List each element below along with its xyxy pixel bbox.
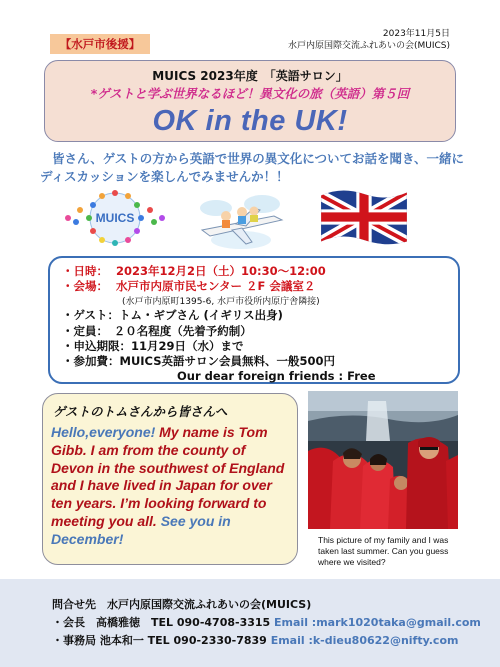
capacity-row: ・定員： ２０名程度（先着予約制）: [62, 324, 252, 338]
chair-contact: ・会長 高橋雅徳 TEL 090-4708-3315: [52, 616, 271, 629]
airplane-travel-illustration: [196, 186, 286, 254]
date-row: [62, 264, 326, 278]
sponsor-badge: 【水戸市後援】: [50, 34, 150, 54]
event-series-title: MUICS 2023年度 「英語サロン」: [152, 69, 348, 83]
intro-text: 皆さん、ゲストの方から英語で世界の異文化についてお話を聞き、一緒にディスカッションを楽しんでみませんか！！: [40, 151, 465, 184]
chair-email-link[interactable]: Email :mark1020taka@gmail.com: [274, 616, 481, 629]
venue-address: (水戸市内原町1395-6, 水戸市役所内原庁舎隣接): [122, 297, 320, 307]
guest-message-box: [42, 393, 298, 565]
contact-footer: [0, 579, 500, 667]
venue-label: ・会場：: [62, 279, 108, 293]
event-main-title: OK in the UK!: [152, 105, 348, 137]
deadline-row: ・申込期限：11月29日（水）まで: [62, 339, 244, 353]
title-box: [44, 60, 456, 142]
date-value: 2023年12月2日（土）10:30～12:00: [116, 264, 326, 278]
photo-caption: This picture of my family and I was taken last summer. Can you guess where we visited?: [318, 535, 449, 567]
event-details-box: [48, 256, 460, 384]
office-contact: ・事務局 池本和一 TEL 090-2330-7839: [52, 634, 267, 647]
guest-closing: See you in December!: [51, 512, 231, 547]
guest-message-title: ゲストのトムさんから皆さんへ: [53, 404, 228, 419]
guest-message-text: [51, 424, 291, 549]
office-contact-row: [52, 634, 458, 647]
fee-row: ・参加費：MUICS英語サロン会員無料、一般500円: [62, 354, 335, 368]
family-photo: [308, 391, 458, 529]
venue-row: [62, 279, 315, 293]
venue-value: 水戸市内原市民センター ２F 会議室２: [116, 279, 316, 293]
guest-message-body: My name is Tom Gibb. I am from the county of Devon in the southwest of England and I have lived in Japan for over ten years. I’m looking forward to meeting you all.: [51, 424, 285, 529]
union-jack-flag: [318, 186, 410, 248]
office-email-link[interactable]: Email :k-dieu80622@nifty.com: [270, 634, 459, 647]
contact-label: 問合せ先 水戸内原国際交流ふれあいの会(MUICS): [52, 598, 312, 611]
date-label: ・日時：: [62, 264, 108, 278]
muics-logo-text: MUICS: [95, 211, 135, 225]
event-subtitle: *ゲストと学ぶ世界なるほど！異文化の旅（英語）第５回: [90, 86, 410, 101]
guest-row: ・ゲスト：トム・ギブさん (イギリス出身): [62, 308, 283, 322]
chair-contact-row: [52, 616, 481, 629]
muics-logo-illustration: [62, 188, 168, 246]
guest-greeting: Hello,everyone!: [51, 424, 156, 440]
issue-date: 2023年11月5日: [382, 29, 450, 39]
fee-foreign-row: Our dear foreign friends : Free: [177, 369, 376, 383]
organizer-name: 水戸内原国際交流ふれあいの会(MUICS): [287, 41, 450, 51]
